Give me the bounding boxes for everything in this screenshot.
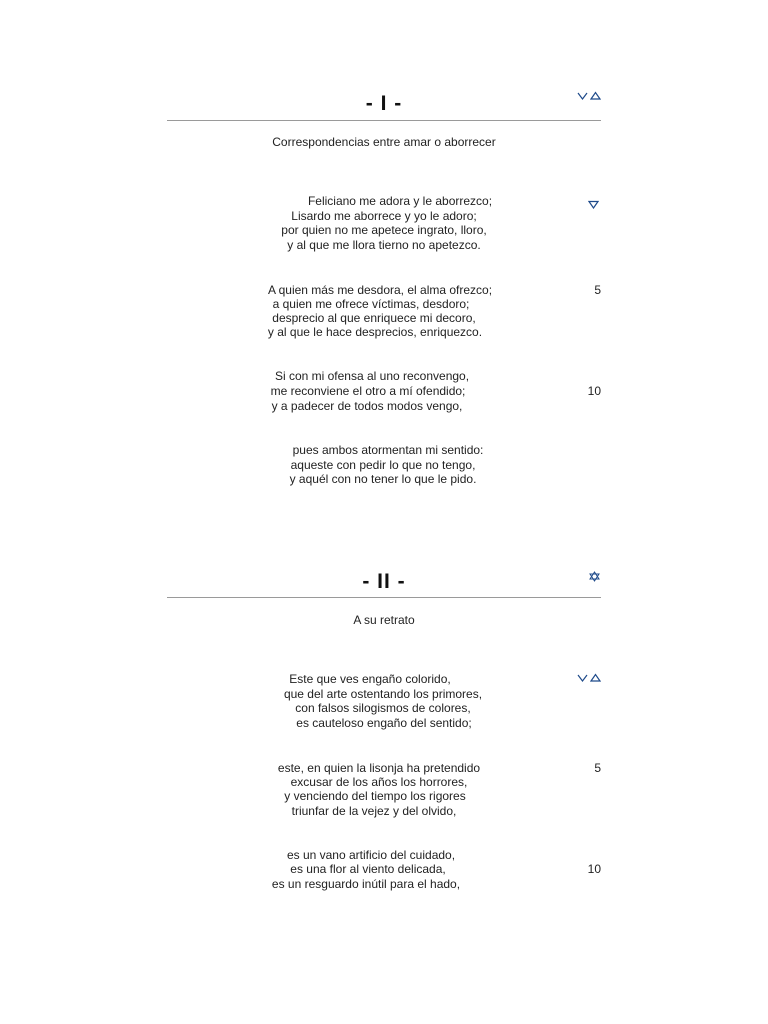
poem-heading: - II - — [362, 570, 406, 593]
heading-divider — [167, 597, 601, 598]
previous-poem-icon[interactable] — [590, 673, 601, 682]
verse-line: Feliciano me adora y le aborrezco; — [307, 194, 493, 208]
line-number: 10 — [587, 384, 601, 398]
verse-line: desprecio al que enriquece mi decoro, — [272, 311, 476, 325]
verse-line: A quien más me desdora, el alma ofrezco; — [267, 283, 493, 297]
verse-line: es un resguardo inútil para el hado, — [271, 877, 461, 891]
next-poem-icon[interactable] — [588, 196, 599, 214]
next-poem-icon[interactable] — [577, 673, 588, 682]
verse-line: Si con mi ofensa al uno reconvengo, — [274, 369, 470, 383]
verse-line: es una flor al viento delicada, — [290, 862, 446, 876]
verse-line: y aquél con no tener lo que le pido. — [289, 472, 477, 486]
poem-2-nav — [577, 673, 601, 682]
verse-line: y a padecer de todos modos vengo, — [271, 399, 463, 413]
verse-line: excusar de los años los horrores, — [290, 775, 468, 789]
verse-line: es un vano artificio del cuidado, — [286, 848, 456, 862]
poem-heading: - I - — [365, 92, 403, 115]
verse-line: que del arte ostentando los primores, — [283, 687, 483, 701]
verse-line: aqueste con pedir lo que no tengo, — [290, 458, 476, 472]
verse-line: y al que me llora tierno no apetezco. — [287, 238, 481, 252]
verse-line: me reconviene el otro a mí ofendido; — [270, 384, 466, 398]
verse-line: y al que le hace desprecios, enriquezco. — [267, 325, 483, 339]
verse-line: Lisardo me aborrece y yo le adoro; — [291, 209, 477, 223]
line-number: 5 — [594, 761, 601, 775]
heading-divider — [167, 120, 601, 121]
verse-line: es cauteloso engaño del sentido; — [296, 716, 472, 730]
verse-line: triunfar de la vejez y del olvido, — [291, 804, 457, 818]
line-number: 10 — [587, 862, 601, 876]
verse-line: por quien no me apetece ingrato, lloro, — [281, 223, 487, 237]
verse-line: pues ambos atormentan mi sentido: — [292, 443, 484, 457]
verse-line: con falsos silogismos de colores, — [295, 701, 471, 715]
poem-subtitle: A su retrato — [353, 613, 415, 627]
verse-line: este, en quien la lisonja ha pretendido — [277, 761, 481, 775]
line-number: 5 — [594, 283, 601, 297]
verse-line: Este que ves engaño colorido, — [289, 672, 451, 686]
poem-subtitle: Correspondencias entre amar o aborrecer — [272, 135, 496, 149]
verse-line: y venciendo del tiempo los rigores — [284, 789, 466, 803]
verse-line: a quien me ofrece víctimas, desdoro; — [272, 297, 470, 311]
